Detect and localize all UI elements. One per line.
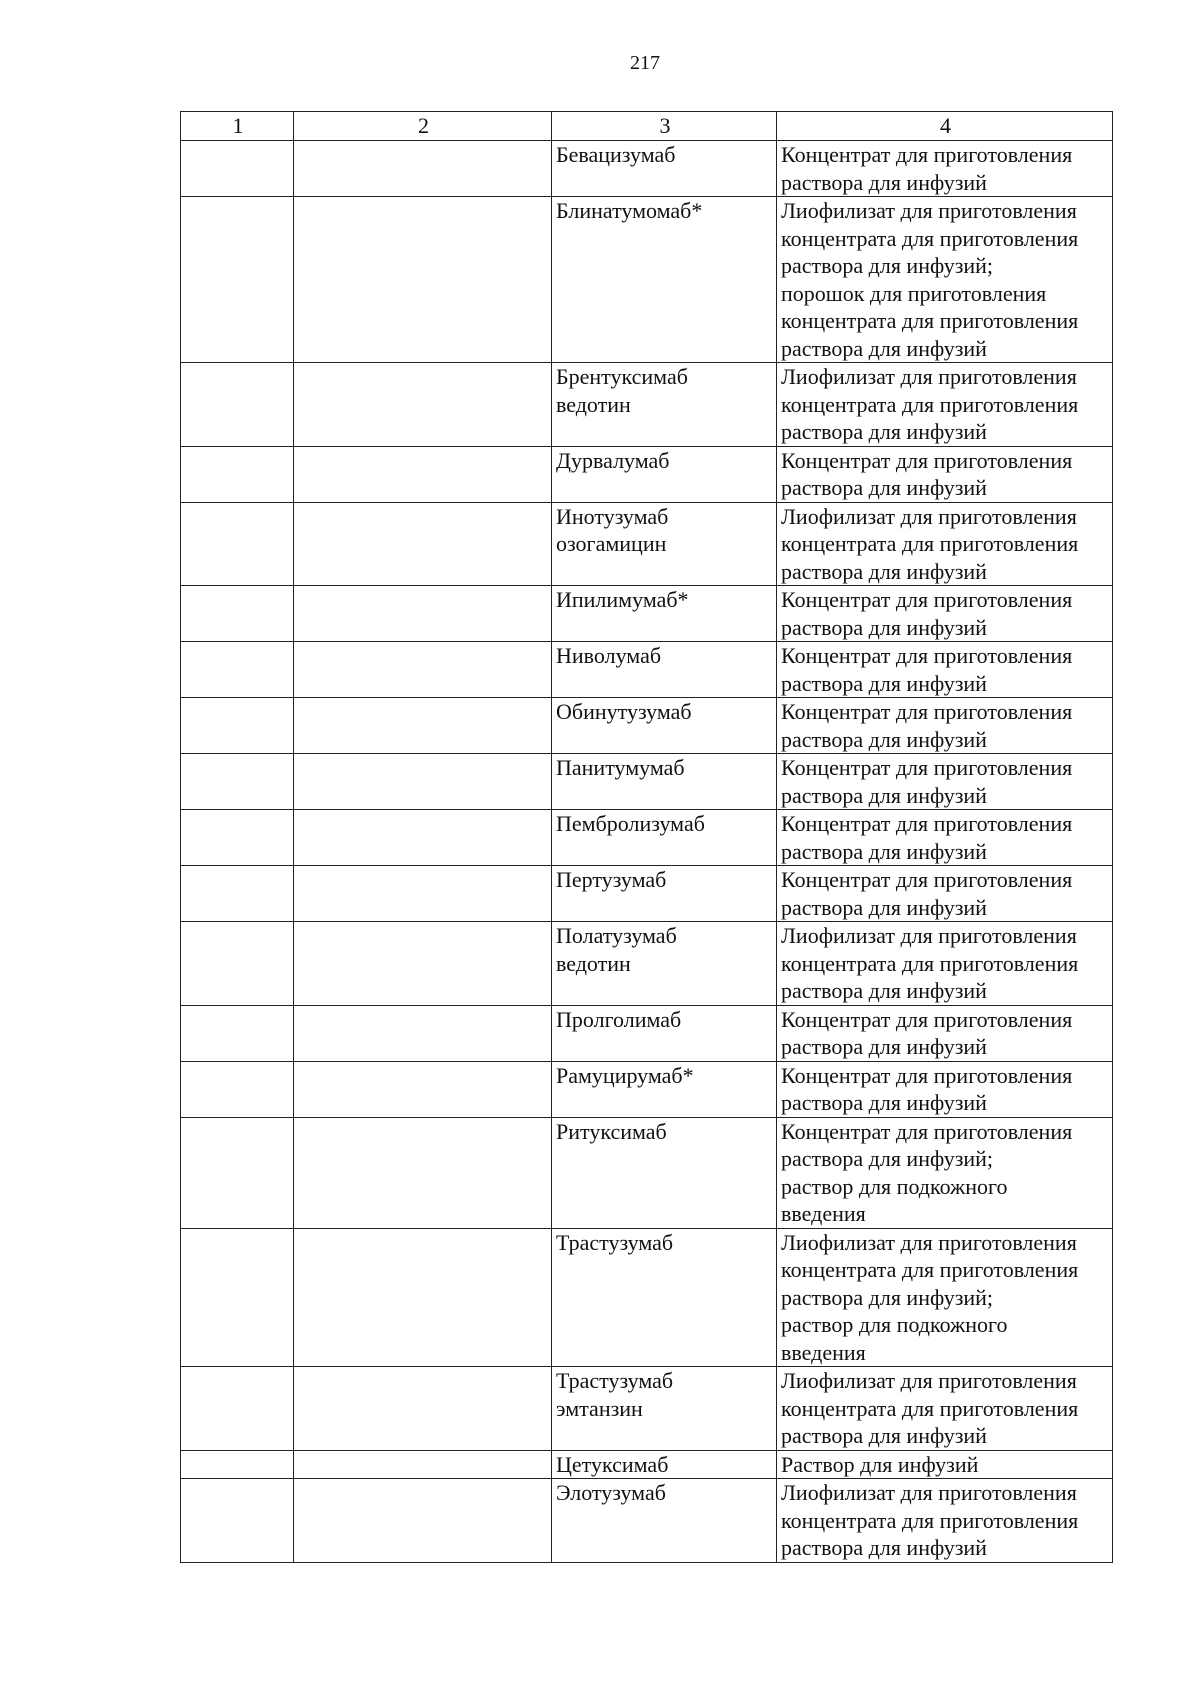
dosage-form-cell-text: Концентрат для приготовления раствора для инфузий (781, 587, 1073, 640)
drug-name-cell (552, 922, 777, 1006)
drug-name-cell-text: Полатузумаб ведотин (556, 923, 677, 976)
dosage-form-cell-text: Концентрат для приготовления раствора для инфузий (781, 643, 1073, 696)
drug-name-cell (552, 502, 777, 586)
drug-name-cell-text: Блинатумомаб* (556, 198, 703, 223)
drug-name-cell-text: Цетуксимаб (556, 1451, 669, 1477)
dosage-form-cell (777, 866, 1113, 922)
drug-name-cell (552, 810, 777, 866)
drug-name-cell-text: Дурвалумаб (556, 447, 670, 473)
dosage-form-cell-text: Концентрат для приготовления раствора для инфузий (781, 755, 1073, 808)
col2-cell (294, 141, 552, 197)
drug-name-cell (552, 586, 777, 642)
dosage-form-cell (777, 1228, 1113, 1367)
col2-cell (294, 1228, 552, 1367)
dosage-form-cell (777, 446, 1113, 502)
table-row (181, 642, 1113, 698)
col2-cell (294, 866, 552, 922)
page-number: 217 (630, 52, 660, 74)
col2-cell (294, 586, 552, 642)
col2-cell (294, 1117, 552, 1228)
col2-cell (294, 642, 552, 698)
dosage-form-cell (777, 698, 1113, 754)
drug-table (180, 111, 1113, 1563)
dosage-form-cell-text: Лиофилизат для приготовления концентрата для приготовления раствора для инфузий (781, 503, 1079, 584)
drug-name-cell (552, 197, 777, 363)
dosage-form-cell-text: Лиофилизат для приготовления концентрата для приготовления раствора для инфузий (781, 1480, 1079, 1560)
col1-cell (181, 1005, 294, 1061)
dosage-form-cell-text: Лиофилизат для приготовления концентрата для приготовления раствора для инфузий (781, 1368, 1079, 1448)
drug-name-cell-text: Инотузумаб озогамицин (556, 503, 669, 556)
dosage-form-cell (777, 502, 1113, 586)
col1-cell (181, 1367, 294, 1451)
drug-name-cell-text: Пертузумаб (556, 867, 667, 892)
col2-cell (294, 197, 552, 363)
dosage-form-cell-text: Концентрат для приготовления раствора для инфузий (781, 1006, 1073, 1059)
table-row (181, 1228, 1113, 1367)
col2-cell (294, 922, 552, 1006)
table-row (181, 1367, 1113, 1451)
col1-cell (181, 866, 294, 922)
col1-cell (181, 1479, 294, 1563)
dosage-form-cell (777, 1479, 1113, 1563)
dosage-form-cell (777, 1061, 1113, 1117)
col1-cell (181, 922, 294, 1006)
col1-cell (181, 1450, 294, 1479)
table-row (181, 363, 1113, 447)
drug-name-cell-text: Ипилимумаб* (556, 587, 689, 612)
table-row (181, 754, 1113, 810)
drug-name-cell-text: Панитумумаб (556, 755, 685, 780)
dosage-form-cell-text: Концентрат для приготовления раствора для инфузий (781, 142, 1073, 195)
drug-name-cell (552, 1450, 777, 1479)
drug-name-cell (552, 1117, 777, 1228)
dosage-form-cell (777, 754, 1113, 810)
col1-cell (181, 363, 294, 447)
col1-cell (181, 586, 294, 642)
dosage-form-cell-text: Концентрат для приготовления раствора для инфузий (781, 811, 1073, 864)
drug-name-cell (552, 642, 777, 698)
col2-cell (294, 1005, 552, 1061)
col1-cell (181, 446, 294, 502)
drug-name-cell-text: Брентуксимаб ведотин (556, 364, 688, 417)
table-row (181, 141, 1113, 197)
dosage-form-cell (777, 1367, 1113, 1451)
table-body (181, 141, 1113, 1563)
dosage-form-cell (777, 141, 1113, 197)
dosage-form-cell-text: Лиофилизат для приготовления концентрата для приготовления раствора для инфузий (781, 364, 1079, 444)
table-row (181, 810, 1113, 866)
dosage-form-cell (777, 1450, 1113, 1479)
col1-cell (181, 642, 294, 698)
drug-name-cell-text: Бевацизумаб (556, 142, 676, 167)
drug-name-cell-text: Обинутузумаб (556, 699, 692, 724)
dosage-form-cell (777, 1117, 1113, 1228)
drug-name-cell-text: Рамуцирумаб* (556, 1062, 694, 1088)
col2-cell (294, 502, 552, 586)
dosage-form-cell (777, 363, 1113, 447)
dosage-form-cell (777, 197, 1113, 363)
drug-name-cell (552, 1228, 777, 1367)
dosage-form-cell-text: Лиофилизат для приготовления концентрата для приготовления раствора для инфузий (781, 923, 1079, 1003)
drug-name-cell-text: Пролголимаб (556, 1006, 682, 1032)
drug-name-cell (552, 141, 777, 197)
drug-name-cell (552, 698, 777, 754)
col2-cell (294, 754, 552, 810)
table-row (181, 446, 1113, 502)
dosage-form-cell-text: Концентрат для приготовления раствора для инфузий (781, 867, 1073, 920)
dosage-form-cell (777, 642, 1113, 698)
drug-name-cell-text: Трастузумаб эмтанзин (556, 1368, 674, 1421)
table-row (181, 1479, 1113, 1563)
col1-cell (181, 197, 294, 363)
dosage-form-cell (777, 1005, 1113, 1061)
col1-cell (181, 810, 294, 866)
col2-cell (294, 363, 552, 447)
col2-cell (294, 1450, 552, 1479)
table-row (181, 1450, 1113, 1479)
col1-cell (181, 754, 294, 810)
col1-cell (181, 1061, 294, 1117)
col2-cell (294, 1479, 552, 1563)
drug-name-cell-text: Элотузумаб (556, 1480, 666, 1505)
table-header-row (181, 112, 1113, 141)
dosage-form-cell-text: Концентрат для приготовления раствора для инфузий (781, 447, 1073, 500)
drug-name-cell-text: Трастузумаб (556, 1229, 674, 1255)
drug-name-cell (552, 754, 777, 810)
dosage-form-cell (777, 922, 1113, 1006)
dosage-form-cell-text: Лиофилизат для приготовления концентрата для приготовления раствора для инфузий; раствор для подкожного введения (781, 1229, 1079, 1365)
drug-name-cell-text: Пембролизумаб (556, 811, 705, 836)
drug-name-cell (552, 446, 777, 502)
drug-name-cell (552, 1479, 777, 1563)
table-row (181, 1061, 1113, 1117)
col2-cell (294, 1061, 552, 1117)
dosage-form-cell-text: Лиофилизат для приготовления концентрата для приготовления раствора для инфузий; порошок для приготовления концентрата для приготовления раствора для инфузий (781, 198, 1079, 361)
drug-name-cell (552, 1061, 777, 1117)
col1-cell (181, 141, 294, 197)
col2-cell (294, 810, 552, 866)
dosage-form-cell (777, 810, 1113, 866)
table-row (181, 586, 1113, 642)
col2-cell (294, 698, 552, 754)
col1-cell (181, 502, 294, 586)
drug-name-cell (552, 363, 777, 447)
column-header-1: 1 (181, 112, 294, 141)
column-header-3: 3 (552, 112, 777, 141)
col2-cell (294, 446, 552, 502)
col1-cell (181, 1228, 294, 1367)
col1-cell (181, 1117, 294, 1228)
drug-name-cell (552, 866, 777, 922)
dosage-form-cell-text: Концентрат для приготовления раствора для инфузий; раствор для подкожного введения (781, 1118, 1073, 1226)
dosage-form-cell-text: Раствор для инфузий (781, 1451, 979, 1477)
column-header-4: 4 (777, 112, 1113, 141)
table-row (181, 866, 1113, 922)
dosage-form-cell-text: Концентрат для приготовления раствора для инфузий (781, 1062, 1073, 1115)
dosage-form-cell-text: Концентрат для приготовления раствора для инфузий (781, 699, 1073, 752)
table-row (181, 698, 1113, 754)
table-row (181, 502, 1113, 586)
column-header-2: 2 (294, 112, 552, 141)
drug-name-cell-text: Ниволумаб (556, 643, 662, 668)
drug-name-cell-text: Ритуксимаб (556, 1118, 667, 1144)
col2-cell (294, 1367, 552, 1451)
drug-name-cell (552, 1005, 777, 1061)
table-row (181, 1117, 1113, 1228)
col1-cell (181, 698, 294, 754)
table-row (181, 1005, 1113, 1061)
table-row (181, 922, 1113, 1006)
dosage-form-cell (777, 586, 1113, 642)
drug-name-cell (552, 1367, 777, 1451)
table-row (181, 197, 1113, 363)
